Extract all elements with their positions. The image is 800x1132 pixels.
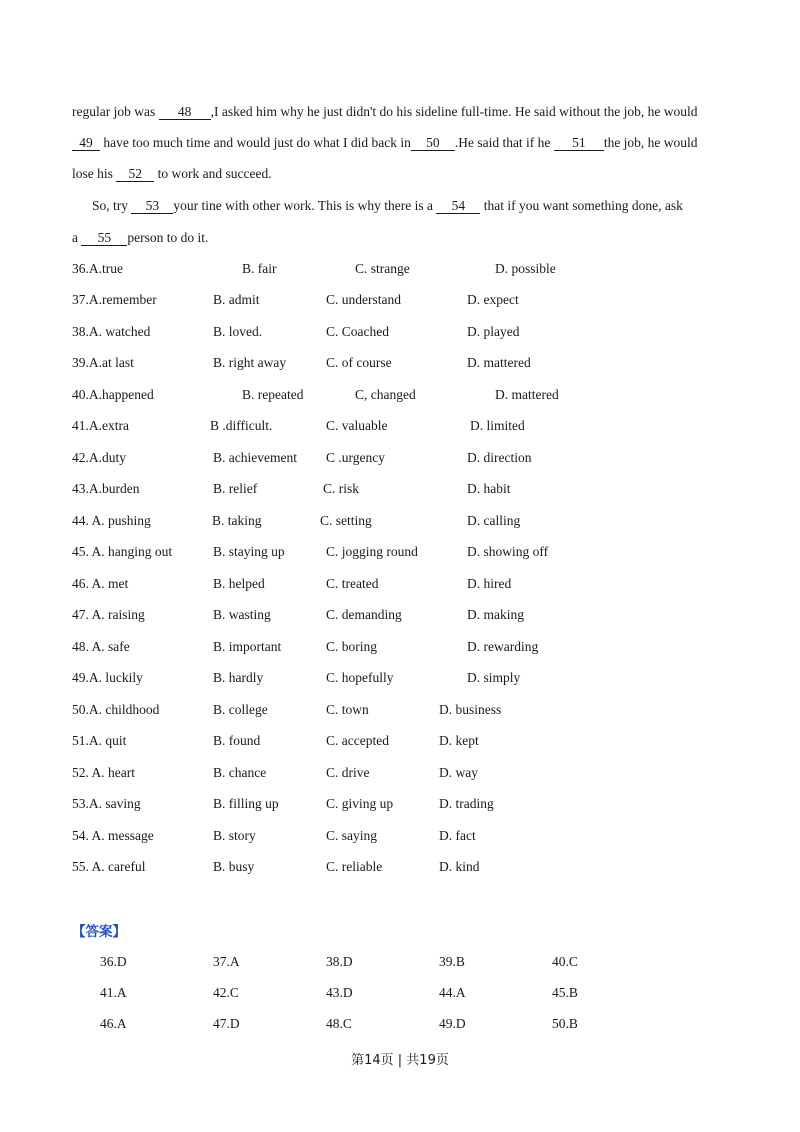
option-d: D. played (467, 324, 520, 339)
answer-item: 45.B (552, 985, 578, 1000)
option-d: D. way (439, 765, 478, 780)
option-b: B. fair (242, 261, 277, 276)
option-a: 54. A. message (72, 828, 154, 843)
option-b: B. admit (213, 292, 260, 307)
passage-text: lose his (72, 166, 117, 181)
option-b: B. loved. (213, 324, 263, 339)
answer-item: 44.A (439, 985, 466, 1000)
option-d: D. possible (495, 261, 556, 276)
passage-text: regular job was (72, 104, 159, 119)
option-b: B. taking (212, 513, 262, 528)
blank-51: 51 (554, 135, 604, 151)
option-b: B. busy (213, 859, 255, 874)
passage-text: .He said that if he (454, 135, 554, 150)
option-a: 44. A. pushing (72, 513, 151, 528)
blank-52: 52 (116, 166, 154, 182)
option-a: 47. A. raising (72, 607, 145, 622)
answer-item: 43.D (326, 985, 353, 1000)
option-d: D. kind (439, 859, 480, 874)
blank-49: 49 (72, 135, 100, 151)
option-c: C. saying (326, 828, 378, 843)
option-b: B. repeated (242, 387, 304, 402)
option-c: C. Coached (326, 324, 389, 339)
option-d: D. showing off (467, 544, 549, 559)
option-d: D. rewarding (467, 639, 539, 654)
option-b: B. achievement (213, 450, 297, 465)
answer-item: 50.B (552, 1016, 578, 1031)
option-d: D. expect (467, 292, 519, 307)
answer-item: 36.D (100, 954, 127, 969)
option-a: 50.A. childhood (72, 702, 160, 717)
option-b: B. staying up (213, 544, 285, 559)
option-c: C. giving up (326, 796, 394, 811)
answer-item: 47.D (213, 1016, 240, 1031)
option-a: 42.A.duty (72, 450, 126, 465)
option-d: D. business (439, 702, 502, 717)
option-c: C. demanding (326, 607, 402, 622)
option-c: C, changed (355, 387, 416, 402)
option-c: C. strange (355, 261, 410, 276)
answer-item: 42.C (213, 985, 239, 1000)
option-a: 38.A. watched (72, 324, 151, 339)
option-c: C. jogging round (326, 544, 418, 559)
answer-heading: 【答案】 (72, 924, 126, 940)
option-a: 51.A. quit (72, 733, 127, 748)
option-d: D. kept (439, 733, 479, 748)
answer-item: 41.A (100, 985, 127, 1000)
option-a: 45. A. hanging out (72, 544, 173, 559)
passage-text: person to do it. (127, 230, 209, 245)
option-c: C. accepted (326, 733, 389, 748)
answer-item: 39.B (439, 954, 465, 969)
option-a: 43.A.burden (72, 481, 140, 496)
option-d: D. fact (439, 828, 476, 843)
passage-line-2 (72, 135, 698, 151)
option-c: C. reliable (326, 859, 383, 874)
option-b: B. story (213, 828, 256, 843)
option-c: C. drive (326, 765, 370, 780)
option-b: B. found (213, 733, 261, 748)
option-d: D. direction (467, 450, 532, 465)
option-b: B. wasting (213, 607, 271, 622)
option-c: C. of course (326, 355, 392, 370)
option-d: D. simply (467, 670, 521, 685)
answer-item: 49.D (439, 1016, 466, 1031)
option-c: C. setting (320, 513, 372, 528)
option-d: D. hired (467, 576, 512, 591)
page-footer: 第14页 | 共19页 (351, 1053, 449, 1068)
option-a: 36.A.true (72, 261, 123, 276)
option-b: B. chance (213, 765, 267, 780)
option-d: D. habit (467, 481, 511, 496)
passage-line-5 (72, 230, 208, 246)
option-a: 49.A. luckily (72, 670, 143, 685)
option-a: 48. A. safe (72, 639, 130, 654)
option-d: D. calling (467, 513, 521, 528)
option-a: 53.A. saving (72, 796, 141, 811)
option-d: D. mattered (495, 387, 559, 402)
option-b: B. right away (213, 355, 287, 370)
option-a: 55. A. careful (72, 859, 146, 874)
passage-text: the job, he would (603, 135, 698, 150)
passage-text: So, try (92, 198, 132, 213)
passage-line-1 (72, 104, 697, 120)
passage-text: have too much time and would just do what I did back in (100, 135, 411, 150)
option-c: C. boring (326, 639, 378, 654)
passage-line-3 (72, 166, 272, 182)
option-a: 40.A.happened (72, 387, 154, 402)
option-c: C. treated (326, 576, 379, 591)
passage-text: ,I asked him why he just didn't do his sideline full-time. He said without the job, he would (210, 104, 698, 119)
option-b: B. college (213, 702, 268, 717)
option-a: 41.A.extra (72, 418, 129, 433)
option-b: B. helped (213, 576, 265, 591)
option-b: B. filling up (213, 796, 279, 811)
option-a: 46. A. met (72, 576, 129, 591)
option-c: C. understand (326, 292, 401, 307)
passage-text: a (72, 230, 82, 245)
option-a: 37.A.remember (72, 292, 157, 307)
answer-item: 40.C (552, 954, 578, 969)
option-c: C. risk (323, 481, 360, 496)
option-c: C. hopefully (326, 670, 394, 685)
blank-54: 54 (436, 198, 480, 214)
answer-item: 38.D (326, 954, 353, 969)
answer-item: 48.C (326, 1016, 352, 1031)
blank-50: 50 (411, 135, 455, 151)
option-b: B. relief (213, 481, 258, 496)
blank-48: 48 (159, 104, 211, 120)
passage-text: that if you want something done, ask (480, 198, 683, 213)
passage-text: your tine with other work. This is why there is a (173, 198, 437, 213)
option-a: 39.A.at last (72, 355, 134, 370)
passage-line-4 (92, 198, 683, 214)
option-d: D. mattered (467, 355, 531, 370)
option-b: B .difficult. (210, 418, 273, 433)
answer-item: 46.A (100, 1016, 127, 1031)
blank-55: 55 (81, 230, 127, 246)
blank-53: 53 (131, 198, 173, 214)
answer-item: 37.A (213, 954, 240, 969)
option-b: B. hardly (213, 670, 264, 685)
option-d: D. trading (439, 796, 494, 811)
option-d: D. making (467, 607, 524, 622)
option-c: C .urgency (326, 450, 385, 465)
option-b: B. important (213, 639, 282, 654)
option-d: D. limited (470, 418, 525, 433)
option-a: 52. A. heart (72, 765, 135, 780)
option-c: C. town (326, 702, 369, 717)
option-c: C. valuable (326, 418, 388, 433)
passage-text: to work and succeed. (154, 166, 272, 181)
